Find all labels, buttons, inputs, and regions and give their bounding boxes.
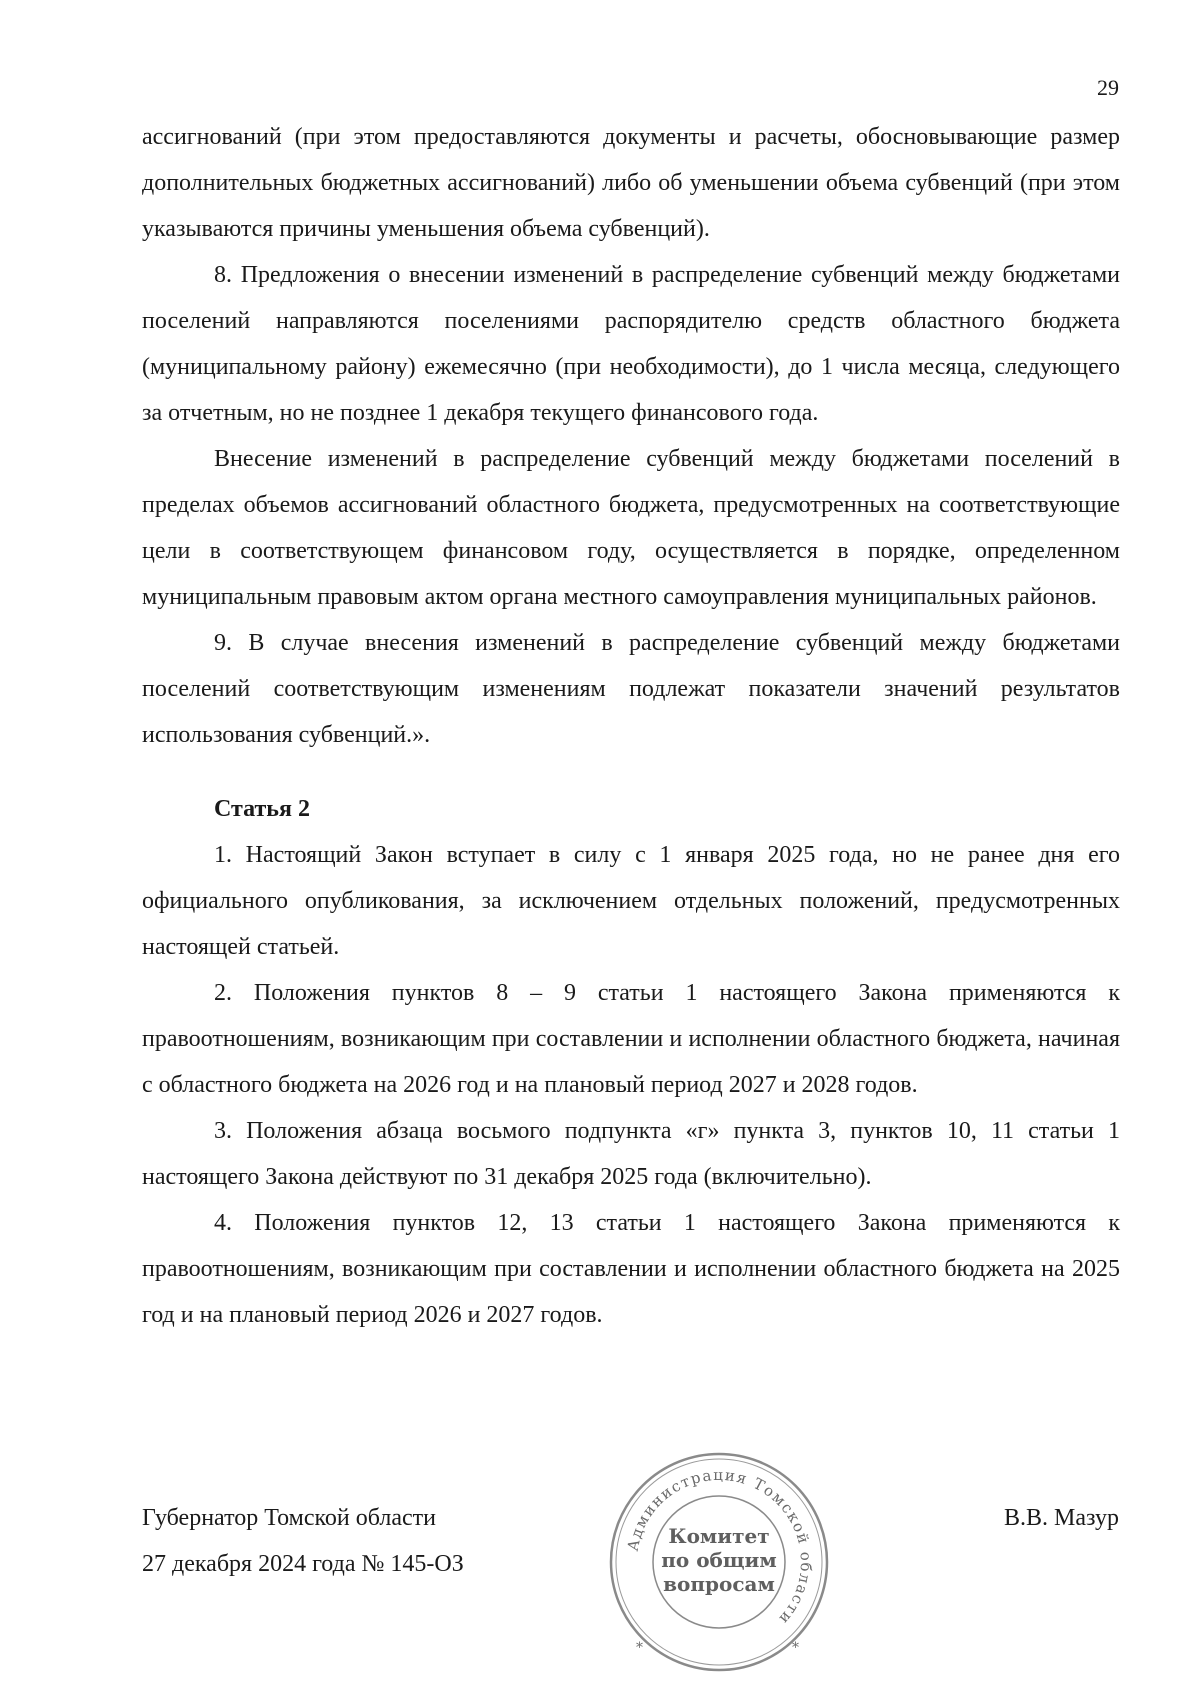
official-seal-stamp <box>604 1447 834 1677</box>
document-body <box>142 114 1120 1338</box>
paragraph-item-9: 9. В случае внесения изменений в распределение субвенций между бюджетами поселений соответствующим изменениям подлежат показатели значений результатов использования субвенций.». <box>142 630 1120 748</box>
article-title: Статья 2 <box>214 796 310 822</box>
paragraph-continuation: ассигнований (при этом предоставляются документы и расчеты, обосновывающие размер дополнительных бюджетных ассигнований) либо об уменьшении объема субвенций (при этом указываются причины уменьшения объема субвенций). <box>142 124 1120 242</box>
paragraph-art2-item-1: 1. Настоящий Закон вступает в силу с 1 января 2025 года, но не ранее дня его официального опубликования, за исключением отдельных положений, предусмотренных настоящей статьей. <box>142 842 1120 960</box>
signature-block <box>142 1495 464 1587</box>
signer-title: Губернатор Томской области <box>142 1505 436 1531</box>
svg-text:*: * <box>636 1640 643 1656</box>
paragraph-art2-item-2: 2. Положения пунктов 8 – 9 статьи 1 настоящего Закона применяются к правоотношениям, возникающим при составлении и исполнении областного бюджета, начиная с областного бюджета на 2026 год и на плановый период 2027 и 2028 годов. <box>142 980 1120 1098</box>
paragraph-art2-item-3: 3. Положения абзаца восьмого подпункта «г» пункта 3, пунктов 10, 11 статьи 1 настоящего Закона действуют по 31 декабря 2025 года (включительно). <box>142 1118 1120 1190</box>
signer-name: В.В. Мазур <box>1004 1505 1119 1531</box>
paragraph-item-8: 8. Предложения о внесении изменений в распределение субвенций между бюджетами поселений направляются поселениями распорядителю средств областного бюджета (муниципальному району) ежемесячно (при необходимости), до 1 числа месяца, следующего за отчетным, но не позднее 1 декабря текущего финансового года. <box>142 262 1120 426</box>
svg-text:вопросам: вопросам <box>663 1572 775 1596</box>
law-date-number: 27 декабря 2024 года № 145-ОЗ <box>142 1551 464 1577</box>
svg-text:по общим: по общим <box>661 1548 777 1572</box>
paragraph-art2-item-4: 4. Положения пунктов 12, 13 статьи 1 настоящего Закона применяются к правоотношениям, возникающим при составлении и исполнении областного бюджета на 2025 год и на плановый период 2026 и 2027 годов. <box>142 1210 1120 1328</box>
svg-text:Администрация Томской области: Администрация Томской области <box>623 1465 816 1629</box>
paragraph-changes: Внесение изменений в распределение субвенций между бюджетами поселений в пределах объемов ассигнований областного бюджета, предусмотренных на соответствующие цели в соответствующем финансовом году, осуществляется в порядке, определенном муниципальным правовым актом органа местного самоуправления муниципальных районов. <box>142 446 1120 610</box>
page-number: 29 <box>1097 75 1119 100</box>
svg-text:*: * <box>792 1640 799 1656</box>
svg-text:Комитет: Комитет <box>668 1524 770 1548</box>
